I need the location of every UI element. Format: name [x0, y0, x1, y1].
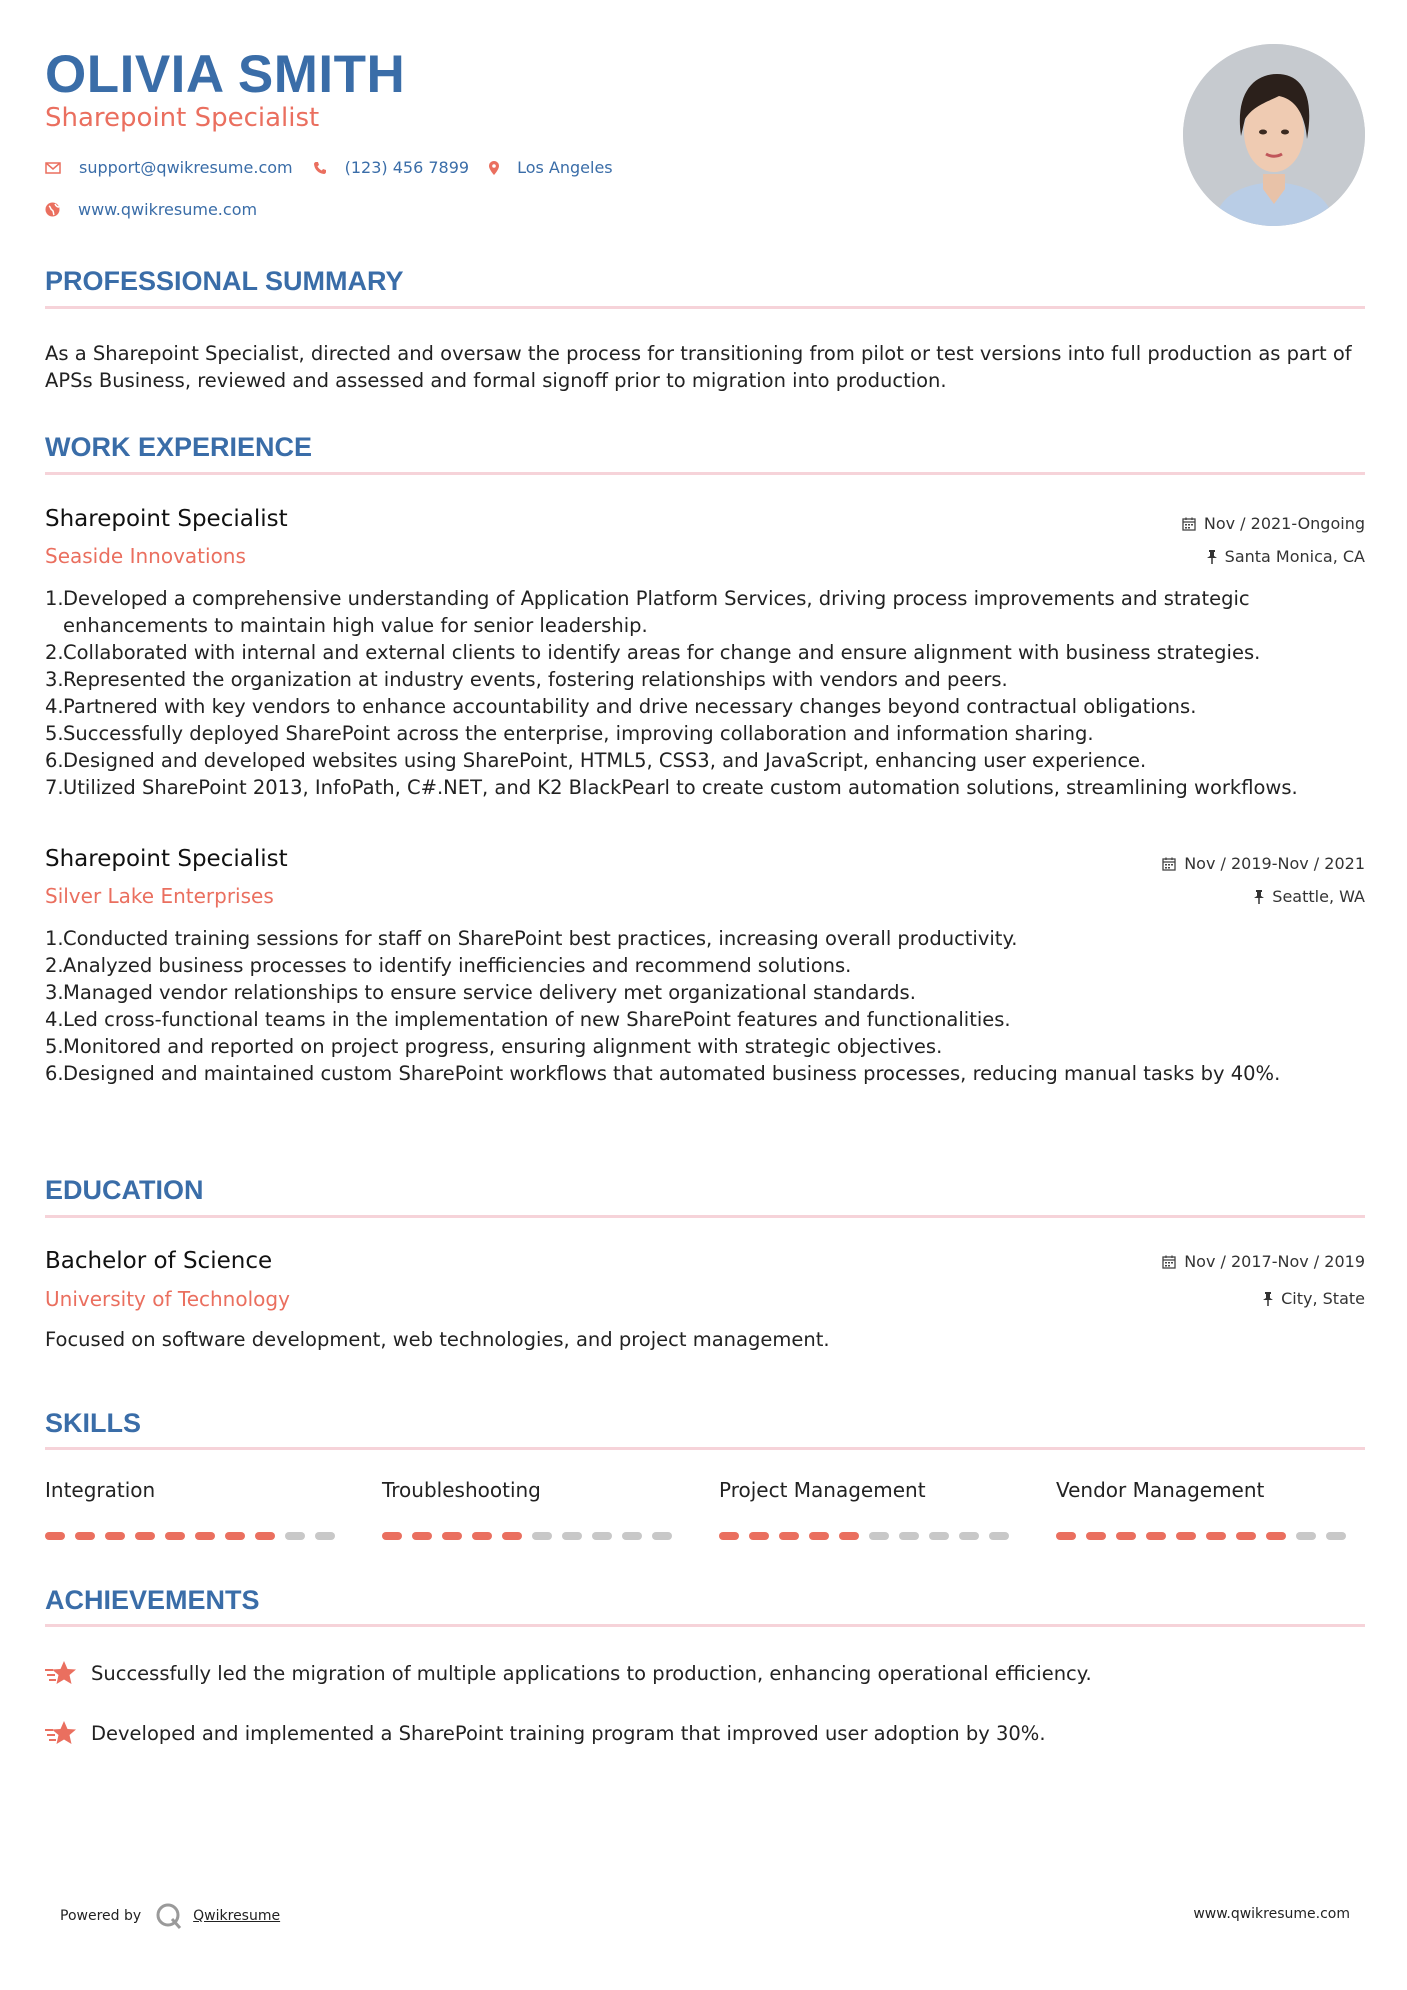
skill-dot-filled [1086, 1532, 1106, 1540]
job-role: Sharepoint Specialist [45, 846, 288, 872]
education-location-text: City, State [1281, 1289, 1365, 1308]
skill-dot-empty [929, 1532, 949, 1540]
section-divider [45, 306, 1365, 309]
skill-dot-empty [532, 1532, 552, 1540]
skill-dot-filled [442, 1532, 462, 1540]
job-location [1207, 547, 1365, 566]
education-dates-text: Nov / 2017-Nov / 2019 [1184, 1252, 1365, 1271]
website-text: www.qwikresume.com [78, 200, 258, 219]
star-icon [45, 1660, 77, 1686]
job-company: Seaside Innovations [45, 544, 246, 568]
skill-dot-filled [382, 1532, 402, 1540]
location-text: Los Angeles [517, 158, 613, 177]
skill-dot-empty [285, 1532, 305, 1540]
job-dates [1162, 854, 1365, 873]
skill-dot-filled [1206, 1532, 1226, 1540]
contact-phone[interactable] [313, 158, 469, 177]
candidate-title: Sharepoint Specialist [45, 103, 320, 133]
skill-dot-empty [622, 1532, 642, 1540]
star-icon [45, 1720, 77, 1746]
achievement-text: Successfully led the migration of multiple applications to production, enhancing operational efficiency. [91, 1661, 1092, 1685]
contact-row-website [45, 200, 277, 219]
skill-dot-empty [989, 1532, 1009, 1540]
calendar-icon [1182, 517, 1196, 531]
section-divider [45, 1624, 1365, 1627]
skill-dot-filled [255, 1532, 275, 1540]
achievement-item [45, 1660, 1092, 1686]
calendar-icon [1162, 1255, 1176, 1269]
contact-email[interactable] [45, 158, 293, 177]
job-dates-text: Nov / 2021-Ongoing [1203, 514, 1365, 533]
skill-name: Vendor Management [1056, 1478, 1265, 1502]
section-divider [45, 1215, 1365, 1218]
skill-dot-empty [592, 1532, 612, 1540]
skill-rating [45, 1532, 345, 1540]
list-item: 6. Designed and maintained custom SharePoint workflows that automated business processes, reducing manual tasks by 40%. [45, 1062, 1281, 1085]
skill-dot-filled [135, 1532, 155, 1540]
job-dates [1182, 514, 1365, 533]
skill-dot-filled [472, 1532, 492, 1540]
skill-dot-filled [1116, 1532, 1136, 1540]
footer-powered-by [60, 1902, 280, 1930]
q-logo-icon [155, 1902, 183, 1930]
job-location-text: Santa Monica, CA [1224, 547, 1365, 566]
skill-dot-empty [315, 1532, 335, 1540]
degree-title: Bachelor of Science [45, 1248, 273, 1274]
list-item: 4. Led cross-functional teams in the implementation of new SharePoint features and functionalities. [45, 1008, 1011, 1031]
contact-website[interactable] [45, 200, 257, 219]
section-divider [45, 472, 1365, 475]
skill-troubleshooting [382, 1478, 682, 1502]
skill-dot-filled [1056, 1532, 1076, 1540]
footer-website[interactable]: www.qwikresume.com [1193, 1906, 1350, 1922]
skill-rating [719, 1532, 1019, 1540]
globe-icon [45, 202, 60, 217]
skill-dot-filled [75, 1532, 95, 1540]
skill-name: Troubleshooting [382, 1478, 541, 1502]
skill-rating [382, 1532, 682, 1540]
phone-text: (123) 456 7899 [344, 158, 470, 177]
experience-heading: WORK EXPERIENCE [45, 432, 313, 462]
skill-dot-filled [719, 1532, 739, 1540]
list-item: 1. Developed a comprehensive understanding of Application Platform Services, driving process improvements and strategic enhancements to maintain high value for senior leadership. [45, 587, 1250, 637]
skill-name: Project Management [719, 1478, 926, 1502]
job-dates-text: Nov / 2019-Nov / 2021 [1184, 854, 1365, 873]
candidate-name: OLIVIA SMITH [45, 45, 406, 104]
list-item: 5. Successfully deployed SharePoint across the enterprise, improving collaboration and information sharing. [45, 722, 1094, 745]
skill-dot-filled [1236, 1532, 1256, 1540]
summary-heading: PROFESSIONAL SUMMARY [45, 266, 404, 296]
skill-dot-filled [839, 1532, 859, 1540]
skill-dot-empty [869, 1532, 889, 1540]
list-item: 1. Conducted training sessions for staff on SharePoint best practices, increasing overall productivity. [45, 927, 1018, 950]
list-item: 6. Designed and developed websites using SharePoint, HTML5, CSS3, and JavaScript, enhancing user experience. [45, 749, 1147, 772]
skill-dot-filled [749, 1532, 769, 1540]
skill-dot-empty [959, 1532, 979, 1540]
skill-name: Integration [45, 1478, 156, 1502]
skill-dot-empty [652, 1532, 672, 1540]
skills-heading: SKILLS [45, 1408, 142, 1438]
skill-dot-filled [779, 1532, 799, 1540]
section-divider [45, 1447, 1365, 1450]
skill-dot-filled [1266, 1532, 1286, 1540]
contact-location [489, 158, 613, 177]
skill-dot-filled [502, 1532, 522, 1540]
achievement-item [45, 1720, 1046, 1746]
list-item: 2. Collaborated with internal and external clients to identify areas for change and ensure alignment with business strategies. [45, 641, 1261, 664]
summary-text: As a Sharepoint Specialist, directed and oversaw the process for transitioning from pilot or test versions into full production as part of APSs Business, reviewed and assessed and formal signoff prior to migration into production. [45, 342, 1352, 392]
job-location [1254, 887, 1365, 906]
envelope-icon [45, 162, 61, 174]
email-text: support@qwikresume.com [79, 158, 293, 177]
powered-by-label: Powered by [60, 1908, 142, 1924]
brand-link[interactable]: Qwikresume [193, 1908, 281, 1924]
job-location-text: Seattle, WA [1272, 887, 1365, 906]
calendar-icon [1162, 857, 1176, 871]
skill-vendor-management [1056, 1478, 1356, 1502]
skill-integration [45, 1478, 345, 1502]
list-item: 3. Managed vendor relationships to ensure service delivery met organizational standards. [45, 981, 916, 1004]
map-pin-icon [489, 161, 499, 175]
education-location [1263, 1289, 1365, 1308]
skill-dot-filled [165, 1532, 185, 1540]
skill-dot-filled [225, 1532, 245, 1540]
achievement-text: Developed and implemented a SharePoint training program that improved user adoption by 30%. [91, 1721, 1046, 1745]
contact-row [45, 158, 633, 177]
skill-dot-empty [899, 1532, 919, 1540]
skill-dot-empty [562, 1532, 582, 1540]
achievements-heading: ACHIEVEMENTS [45, 1585, 260, 1615]
job-bullet-list [45, 585, 1365, 801]
education-description: Focused on software development, web technologies, and project management. [45, 1328, 830, 1351]
job-company: Silver Lake Enterprises [45, 884, 274, 908]
skill-dot-filled [412, 1532, 432, 1540]
list-item: 4. Partnered with key vendors to enhance accountability and drive necessary changes beyond contractual obligations. [45, 695, 1197, 718]
skill-project-management [719, 1478, 1019, 1502]
skill-dot-empty [1326, 1532, 1346, 1540]
skill-dot-filled [105, 1532, 125, 1540]
profile-photo [1183, 44, 1365, 226]
school-name: University of Technology [45, 1287, 290, 1311]
skill-dot-filled [809, 1532, 829, 1540]
education-heading: EDUCATION [45, 1175, 204, 1205]
skill-dot-filled [195, 1532, 215, 1540]
skill-dot-filled [1146, 1532, 1166, 1540]
skill-dot-filled [1176, 1532, 1196, 1540]
skill-dot-empty [1296, 1532, 1316, 1540]
skill-dot-filled [45, 1532, 65, 1540]
list-item: 7. Utilized SharePoint 2013, InfoPath, C#.NET, and K2 BlackPearl to create custom automation solutions, streamlining workflows. [45, 776, 1298, 799]
list-item: 3. Represented the organization at industry events, fostering relationships with vendors and peers. [45, 668, 1008, 691]
list-item: 2. Analyzed business processes to identify inefficiencies and recommend solutions. [45, 954, 852, 977]
job-role: Sharepoint Specialist [45, 506, 288, 532]
job-bullet-list [45, 925, 1365, 1087]
pushpin-icon [1254, 890, 1264, 904]
resume-page [45, 0, 1365, 1990]
skill-rating [1056, 1532, 1356, 1540]
phone-icon [313, 161, 327, 175]
pushpin-icon [1207, 550, 1217, 564]
list-item: 5. Monitored and reported on project progress, ensuring alignment with strategic objectives. [45, 1035, 943, 1058]
pushpin-icon [1263, 1292, 1273, 1306]
education-dates [1162, 1252, 1365, 1271]
